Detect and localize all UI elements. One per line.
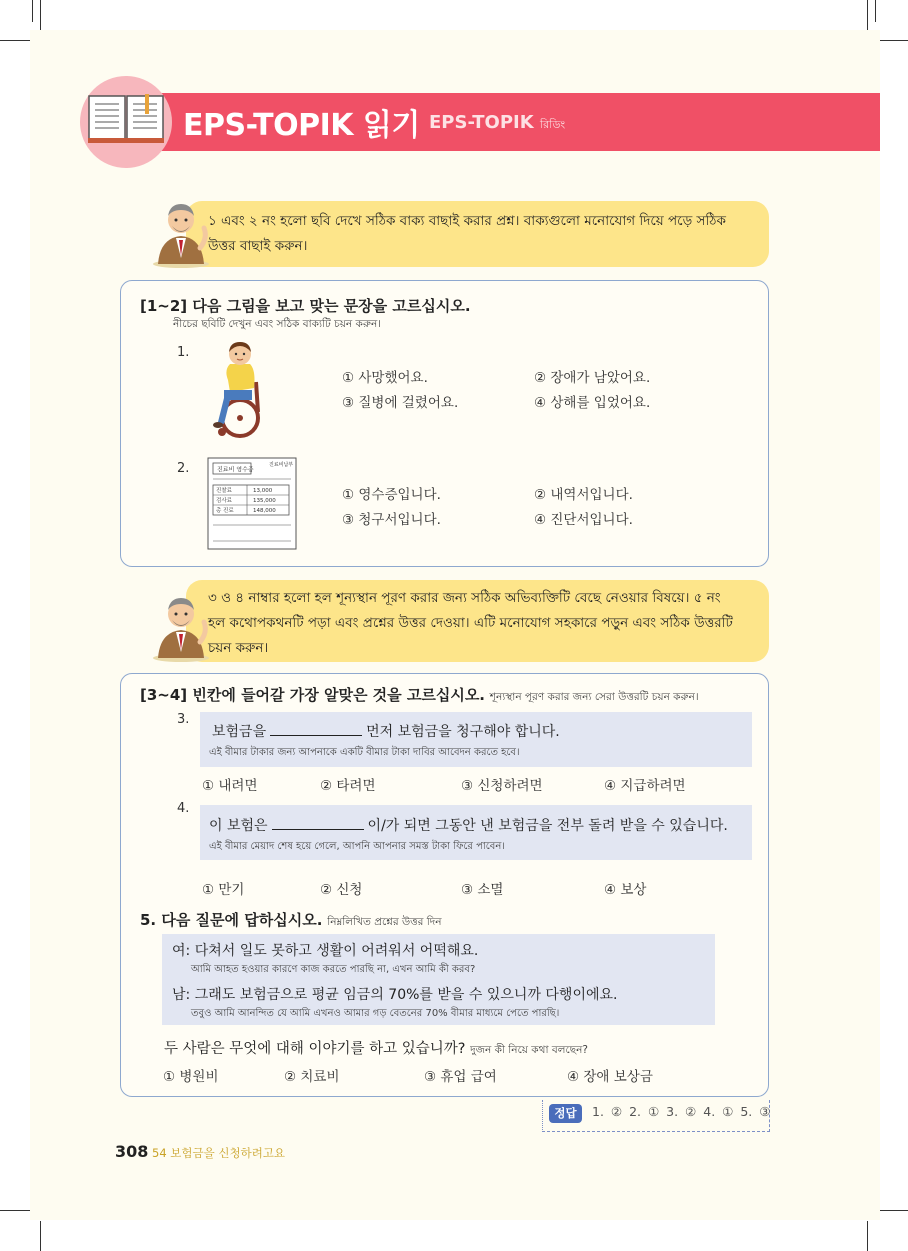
bubble-line: হল কথোপকথনটি পড়া এবং প্রশ্নের উত্তর দেওয়া। এটি মনোযোগ সহকারে পড়ুন এবং সঠিক উত্তরটি: [208, 615, 733, 631]
answer-option[interactable]: ④ 상해를 입었어요.: [534, 395, 651, 411]
sentence-text: 이 보험은 이/가 되면 그동안 낸 보험금을 전부 돌려 받을 수 있습니다.: [209, 818, 728, 834]
instruction-bubble: [186, 201, 769, 267]
question-number: 4.: [177, 801, 190, 816]
receipt-value: 148,000: [253, 508, 276, 514]
wheelchair-person-illustration: [212, 340, 272, 440]
answer-option[interactable]: ② 내역서입니다.: [534, 487, 633, 503]
answer-option[interactable]: ① 영수증입니다.: [342, 487, 441, 503]
question-number: 1.: [177, 345, 190, 360]
answer-option[interactable]: ④ 진단서입니다.: [534, 512, 633, 528]
question-title: [1~2] 다음 그림을 보고 맞는 문장을 고르십시오.: [140, 297, 471, 315]
receipt-label: 검사료: [216, 498, 232, 504]
crop-mark: [40, 1221, 41, 1251]
crop-mark: [867, 1221, 868, 1251]
crop-mark: [878, 1210, 908, 1211]
teacher-avatar: [150, 592, 212, 662]
question-text: 두 사람은 무엇에 대해 이야기를 하고 있습니까? দুজন কী নিয়ে কথা বলছেন?: [164, 1041, 588, 1057]
answer-key-text: 1. ② 2. ① 3. ② 4. ① 5. ③: [592, 1104, 771, 1119]
teacher-avatar: [150, 198, 212, 268]
receipt-corner: 진료비납부: [269, 462, 294, 468]
crop-mark: [0, 1210, 30, 1211]
question-number: 2.: [177, 461, 190, 476]
blank-line: [272, 816, 364, 830]
answer-option[interactable]: ④ 장애 보상금: [567, 1069, 653, 1085]
instruction-bubble: [186, 580, 769, 662]
question-title: 5. 다음 질문에 답하십시오. নিম্নলিখিত প্রশ্নের উত্তর দিন: [140, 911, 442, 929]
receipt-label: 총 진료: [216, 508, 234, 514]
blank-line: [270, 722, 362, 736]
answer-option[interactable]: ② 타려면: [320, 778, 376, 794]
bubble-line: চয়ন করুন।: [208, 640, 269, 656]
bubble-line: উত্তর বাছাই করুন।: [208, 238, 308, 254]
answer-option[interactable]: ③ 질병에 걸렸어요.: [342, 395, 459, 411]
dialogue-translation: তবুও আমি আনন্দিত যে আমি এখনও আমার গড় বেতনের 70% বীমার মাধ্যমে পেতে পারছি।: [191, 1008, 560, 1019]
answer-key-label: 정답: [549, 1104, 582, 1123]
chapter-title: 54 보험금을 신청하려고요: [152, 1146, 286, 1160]
section-subtitle: EPS-TOPIK রিডিং: [429, 112, 566, 133]
answer-option[interactable]: ③ 청구서입니다.: [342, 512, 441, 528]
receipt-label: 진찰료: [216, 488, 232, 494]
book-icon: [87, 94, 165, 144]
crop-mark: [867, 0, 868, 30]
section-title: EPS-TOPIK 읽기: [183, 108, 420, 143]
answer-option[interactable]: ② 치료비: [284, 1069, 340, 1085]
crop-mark: [878, 40, 908, 41]
bubble-line: ১ এবং ২ নং হলো ছবি দেখে সঠিক বাক্য বাছাই করার প্রশ্ন। বাক্যগুলো মনোযোগ দিয়ে পড়ে সঠিক: [208, 213, 726, 229]
page-number: 308: [115, 1142, 149, 1161]
dialogue-translation: আমি আহত হওয়ার কারণে কাজ করতে পারছি না, এখন আমি কী করব?: [191, 964, 476, 975]
question-title: [3~4] 빈칸에 들어갈 가장 알맞은 것을 고르십시오. শূন্যস্থান পূরণ করার জন্য সেরা উত্তরটি চয়ন করুন।: [140, 686, 699, 704]
answer-option[interactable]: ① 만기: [202, 882, 245, 898]
crop-mark: [875, 0, 876, 22]
answer-option[interactable]: ④ 보상: [604, 882, 647, 898]
dialogue-line: 남: 그래도 보험금으로 평균 임금의 70%를 받을 수 있으니까 다행이에요.: [172, 987, 618, 1003]
receipt-illustration: [207, 457, 297, 551]
answer-option[interactable]: ③ 휴업 급여: [424, 1069, 497, 1085]
crop-mark: [32, 0, 33, 22]
sentence-translation: এই বীমার টাকার জন্য আপনাকে একটি বীমার টাকা দাবির আবেদন করতে হবে।: [209, 747, 520, 758]
crop-mark: [0, 40, 30, 41]
answer-option[interactable]: ① 사망했어요.: [342, 370, 428, 386]
answer-option[interactable]: ② 장애가 남았어요.: [534, 370, 651, 386]
question-number: 3.: [177, 712, 190, 727]
answer-option[interactable]: ④ 지급하려면: [604, 778, 686, 794]
answer-option[interactable]: ③ 신청하려면: [461, 778, 543, 794]
receipt-value: 13,000: [253, 488, 273, 494]
answer-option[interactable]: ③ 소멸: [461, 882, 504, 898]
sentence-text: 보험금을 먼저 보험금을 청구해야 합니다.: [212, 724, 560, 740]
dialogue-line: 여: 다쳐서 일도 못하고 생활이 어려워서 어떡해요.: [172, 943, 479, 959]
question-subtitle: নীচের ছবিটি দেখুন এবং সঠিক বাক্যটি চয়ন করুন।: [173, 318, 381, 330]
receipt-title: 진료비 영수증: [217, 466, 254, 474]
crop-mark: [40, 0, 41, 30]
sentence-translation: এই বীমার মেয়াদ শেষ হয়ে গেলে, আপনি আপনার সমস্ত টাকা ফিরে পাবেন।: [209, 841, 505, 852]
bubble-line: ৩ ও ৪ নাম্বার হলো হল শূন্যস্থান পূরণ করার জন্য সঠিক অভিব্যক্তিটি বেছে নেওয়ার বিষয়ে। ৫ নং: [208, 590, 721, 606]
answer-option[interactable]: ① 내려면: [202, 778, 258, 794]
answer-option[interactable]: ② 신청: [320, 882, 363, 898]
answer-option[interactable]: ① 병원비: [163, 1069, 219, 1085]
receipt-value: 135,000: [253, 498, 276, 504]
